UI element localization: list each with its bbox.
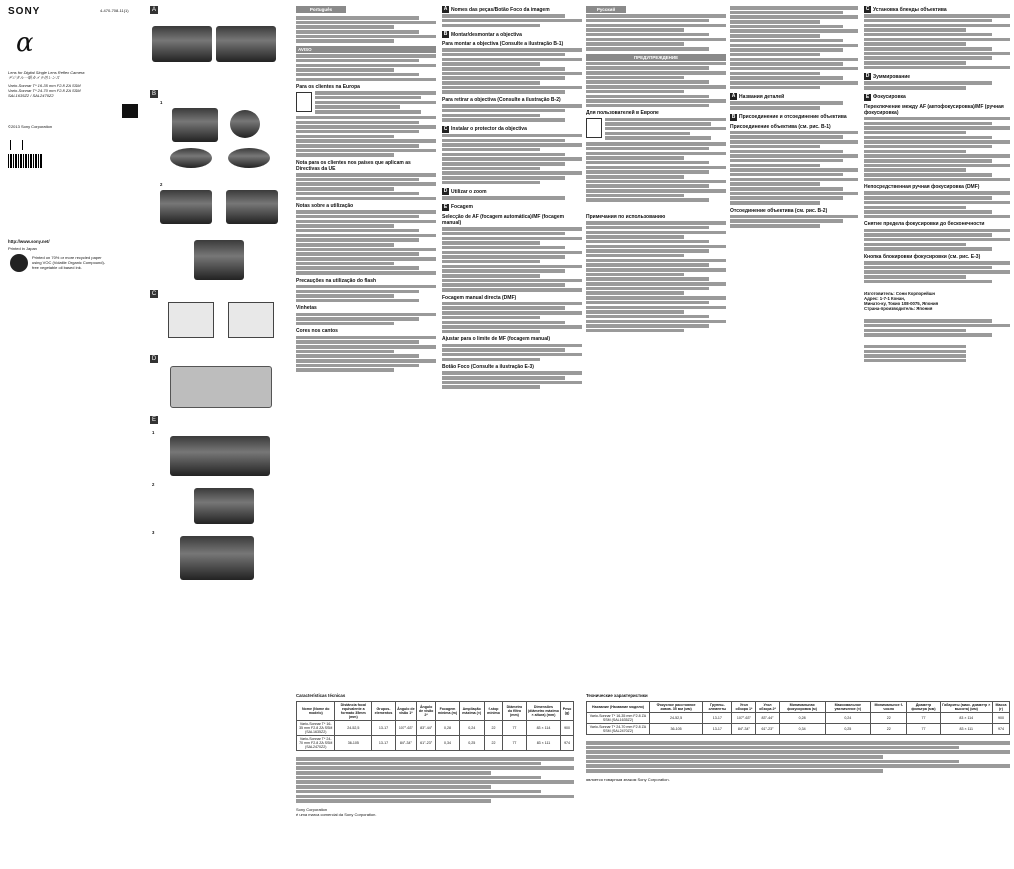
ru-section-d-icon: D bbox=[865, 73, 870, 80]
spec-ru-cell: 24-52,5 bbox=[649, 713, 702, 724]
spec-pt-cell: 83 × 111 bbox=[526, 736, 560, 751]
copyright: ©2013 Sony Corporation bbox=[8, 124, 53, 129]
spec-ru-cell: 84°-34° bbox=[732, 724, 756, 735]
spec-ru-cell: 0,25 bbox=[825, 724, 871, 735]
alpha-logo: α bbox=[16, 28, 34, 58]
spec-ru-cell: 0,28 bbox=[779, 713, 825, 724]
fig-label-b: B bbox=[151, 91, 156, 97]
spec-ru-cell: 0,34 bbox=[779, 724, 825, 735]
spec-table-pt-section bbox=[296, 693, 574, 817]
spec-pt-footer-2: é uma marca comercial da Sony Corporation. bbox=[296, 811, 377, 817]
spec-pt-cell: 0,24 bbox=[459, 721, 484, 736]
spec-pt-cell: 107°-63° bbox=[395, 721, 416, 736]
spec-ru-header: Угол обзора 1* bbox=[732, 702, 756, 713]
spec-pt-header: Ângulo de visão 1* bbox=[395, 702, 416, 721]
fig-label-c: C bbox=[151, 291, 157, 297]
ru-manufacturer-3: Минато-ку, Токио 108-0075, Япония bbox=[864, 301, 939, 307]
spec-pt-cell: 77 bbox=[503, 721, 527, 736]
lens-mount-figure bbox=[230, 110, 260, 138]
weee-bin-icon bbox=[296, 92, 312, 112]
section-protector: Instalar o protector da objectiva bbox=[451, 126, 527, 133]
spec-pt-cell: 0,25 bbox=[459, 736, 484, 751]
focus-hold-diagram bbox=[180, 536, 254, 580]
brand-logo: SONY bbox=[8, 6, 41, 17]
spec-pt-header: Grupos-elementos bbox=[372, 702, 396, 721]
fig-label-a: A bbox=[151, 7, 156, 13]
ru-section-parts: Названия деталей bbox=[739, 93, 785, 100]
spec-ru-cell: 22 bbox=[871, 724, 907, 735]
fig-label-b2: 2 bbox=[160, 182, 163, 187]
spec-pt-cell: 0,34 bbox=[436, 736, 459, 751]
sony-url: http://www.sony.net/ bbox=[8, 239, 50, 244]
eco-logo-icon bbox=[10, 254, 28, 272]
spec-pt-table bbox=[296, 701, 574, 751]
spec-ru-footer: является товарным знаком Sony Corporation. bbox=[586, 776, 670, 782]
spec-ru-cell: 61°-23° bbox=[756, 724, 779, 735]
focus-switch-diagram bbox=[170, 436, 270, 476]
made-in: Printed in Japan bbox=[8, 246, 37, 251]
heading-montar: Para montar a objectiva (Consulte a ilustração B-1) bbox=[442, 41, 564, 48]
spec-pt-footer-1: Sony Corporation bbox=[296, 806, 328, 812]
spec-ru-cell: 83°-44° bbox=[756, 713, 779, 724]
ru-section-hood: Установка бленды объектива bbox=[873, 6, 947, 13]
heading-nota-ue: Nota para os clientes nos países que aplicam as Directivas da UE bbox=[296, 159, 411, 172]
spec-ru-header: Группы-элементы bbox=[703, 702, 732, 713]
spec-ru-header: Максимальное увеличение (×) bbox=[825, 702, 871, 713]
doc-number: 4-470-708-11(1) bbox=[100, 8, 129, 13]
spec-pt-header: f-stop mínimo bbox=[484, 702, 502, 721]
heading-vinhetas: Vinhetas bbox=[296, 305, 317, 312]
lens-diagram-a-2 bbox=[216, 26, 276, 62]
spec-ru-cell: 77 bbox=[907, 724, 940, 735]
title-5: SAL1635Z2 / SAL2470Z2 bbox=[8, 93, 54, 98]
ru-weee-bin-icon bbox=[586, 118, 602, 138]
spec-ru-cell: Vario-Sonnar T* 16-35 mm F2.8 ZA SSM (SAL1635Z2) bbox=[587, 713, 650, 724]
figures-column bbox=[150, 0, 280, 590]
spec-pt-header: Focagem mínima (m) bbox=[436, 702, 459, 721]
ru-section-c-icon: C bbox=[865, 6, 870, 12]
heading-precaucoes: Precauções na utilização do flash bbox=[296, 277, 377, 284]
eco-text: Printed on 70% or more recycled paper using VOC (Volatile Organic Compound)-free vegetable oil based ink. bbox=[32, 255, 106, 270]
russian-focus-column bbox=[864, 0, 1010, 364]
section-zoom: Utilizar o zoom bbox=[451, 188, 487, 195]
spec-ru-cell: 83 × 114 bbox=[940, 713, 992, 724]
fig-label-e2: 2 bbox=[152, 482, 155, 487]
ru-section-attach: Присоединение и отсоединение объектива bbox=[739, 114, 847, 121]
table-row bbox=[297, 721, 574, 736]
spec-ru-cell: 83 × 111 bbox=[940, 724, 992, 735]
fig-label-d: D bbox=[151, 356, 157, 362]
ru-section-zoom: Зуммирование bbox=[873, 73, 911, 80]
table-row bbox=[587, 724, 1010, 735]
camera-release-figure bbox=[194, 240, 244, 280]
spec-ru-header: Название (Название модели) bbox=[587, 702, 650, 713]
lens-diagram-a-1 bbox=[152, 26, 212, 62]
spec-pt-cell: 83 × 114 bbox=[526, 721, 560, 736]
spec-pt-cell: 13-17 bbox=[372, 736, 396, 751]
table-row bbox=[297, 736, 574, 751]
portugues-tab: Português bbox=[296, 6, 346, 13]
camera-mount-figure bbox=[172, 108, 218, 142]
spec-pt-cell: 84°-34° bbox=[395, 736, 416, 751]
zeiss-logo bbox=[122, 104, 138, 118]
ru-tab: Русский bbox=[586, 6, 626, 13]
ru-heading-dmf: Непосредственная ручная фокусировка (DMF) bbox=[864, 184, 980, 191]
section-c-icon: C bbox=[443, 125, 448, 132]
ru-heading-detach: Отсоединение объектива (см. рис. B-2) bbox=[730, 207, 828, 214]
title-1: Lens for Digital Single Lens Reflex Camera bbox=[8, 70, 85, 75]
focus-range-diagram bbox=[194, 488, 254, 524]
spec-pt-cell: 36-105 bbox=[335, 736, 372, 751]
spec-pt-cell: 13-17 bbox=[372, 721, 396, 736]
spec-ru-cell: Vario-Sonnar T* 24-70 mm F2.8 ZA SSM (SAL2470Z2) bbox=[587, 724, 650, 735]
lens-attach-figure-1 bbox=[160, 190, 212, 224]
heading-botao-foco: Botão Foco (Consulte a ilustração E-3) bbox=[442, 364, 534, 371]
spec-ru-header: Минимальное f-число bbox=[871, 702, 907, 713]
spec-pt-title: Características técnicas bbox=[296, 693, 346, 698]
spec-pt-cell: 22 bbox=[484, 721, 502, 736]
spec-ru-cell: 974 bbox=[993, 724, 1010, 735]
ru-manufacturer-1: Изготовитель: Сони Корпорейшн bbox=[864, 291, 936, 297]
spec-pt-header: Ampliação máxima (×) bbox=[459, 702, 484, 721]
section-focagem: Focagem bbox=[451, 204, 473, 211]
ru-manufacturer-2: Адрес: 1-7-1 Конан, bbox=[864, 296, 906, 302]
ru-manufacturer-4: Страна-производитель: Япония bbox=[864, 306, 933, 312]
spec-pt-cell: 24-52,5 bbox=[335, 721, 372, 736]
portuguese-usage-column bbox=[442, 0, 582, 390]
spec-ru-table bbox=[586, 701, 1010, 735]
title-2: デジタル一眼カメラ用レンズ bbox=[8, 75, 60, 80]
ru-heading-attach: Присоединение объектива (см. рис. B-1) bbox=[730, 123, 831, 130]
spec-ru-header: Габариты (макс. диаметр × высота) (мм) bbox=[940, 702, 992, 713]
section-b-icon: B bbox=[443, 31, 448, 38]
ru-heading-af-mf: Переключение между AF (автофокусировка)/MF (ручная фокусировка) bbox=[864, 103, 1004, 116]
heading-cor: Cores nos cantos bbox=[296, 328, 338, 335]
spec-ru-cell: 900 bbox=[993, 713, 1010, 724]
section-e-icon: E bbox=[443, 203, 448, 210]
russian-parts-column bbox=[730, 0, 858, 229]
spec-pt-header: Peso (g) bbox=[561, 702, 574, 721]
title-4: Vario-Sonnar T* 24-70 mm F2.8 ZA SSM bbox=[8, 88, 81, 93]
spec-pt-cell: 61°-23° bbox=[416, 736, 436, 751]
spec-pt-cell: Vario-Sonnar T* 24-70 mm F2.8 ZA SSM (SAL2470Z2) bbox=[297, 736, 335, 751]
spec-ru-header: Угол обзора 2* bbox=[756, 702, 779, 713]
ru-section-e-icon: E bbox=[865, 93, 870, 100]
spec-pt-header: Dimensões (diâmetro máximo × altura) (mm) bbox=[526, 702, 560, 721]
spec-ru-header: Масса (г) bbox=[993, 702, 1010, 713]
spec-ru-cell: 13-17 bbox=[703, 713, 732, 724]
section-nomes: Nomes das peças/Botão Foco da imagem bbox=[451, 6, 550, 13]
section-d-icon: D bbox=[443, 188, 448, 195]
mount-index-figure-2 bbox=[228, 148, 270, 168]
ru-heading-infinity: Снятие предела фокусировки до бесконечности bbox=[864, 221, 985, 228]
spec-ru-cell: 36-105 bbox=[649, 724, 702, 735]
zoom-diagram bbox=[170, 366, 272, 408]
spec-ru-cell: 13-17 bbox=[703, 724, 732, 735]
spec-pt-cell: 83°-44° bbox=[416, 721, 436, 736]
spec-table-ru-section bbox=[586, 693, 1010, 782]
ru-heading-notes: Примечания по использованию bbox=[586, 213, 666, 220]
lens-attach-figure-2 bbox=[226, 190, 278, 224]
checkbox-1 bbox=[10, 140, 11, 150]
table-row bbox=[587, 713, 1010, 724]
spec-ru-header: Диаметр фильтра (мм) bbox=[907, 702, 940, 713]
spec-pt-cell: 900 bbox=[561, 721, 574, 736]
russian-column bbox=[586, 0, 726, 334]
spec-ru-cell: 22 bbox=[871, 713, 907, 724]
ru-section-focus: Фокусировка bbox=[873, 94, 906, 101]
barcode bbox=[8, 154, 42, 168]
spec-ru-title: Технические характеристики bbox=[586, 693, 648, 698]
aviso-tab: AVISO bbox=[296, 46, 436, 53]
heading-af-mf: Selecção de AF (focagem automática)/MF (focagem manual) bbox=[442, 213, 565, 226]
fig-label-e3: 3 bbox=[152, 530, 155, 535]
heading-notas: Notas sobre a utilização bbox=[296, 203, 354, 209]
checkbox-2 bbox=[22, 140, 23, 150]
spec-pt-cell: 77 bbox=[503, 736, 527, 751]
spec-ru-header: Минимальная фокусировка (м) bbox=[779, 702, 825, 713]
heading-retirar: Para retirar a objectiva (Consulte a ilustração B-2) bbox=[442, 96, 561, 103]
spec-pt-header: Distância focal equivalente a formato 35mm (mm) bbox=[335, 702, 372, 721]
portuguese-column bbox=[296, 0, 436, 373]
spec-ru-header: Фокусное расстояние эквив. 35 мм (мм) bbox=[649, 702, 702, 713]
spec-pt-cell: 0,28 bbox=[436, 721, 459, 736]
spec-pt-header: Ângulo de visão 2* bbox=[416, 702, 436, 721]
spec-pt-cell: 22 bbox=[484, 736, 502, 751]
heading-dmf: Focagem manual directa (DMF) bbox=[442, 294, 517, 301]
heading-mf-limit: Ajustar para o limite de MF (focagem manual) bbox=[442, 336, 551, 343]
spec-ru-cell: 0,24 bbox=[825, 713, 871, 724]
ru-warning-tab: ПРЕДУПРЕЖДЕНИЕ bbox=[586, 54, 726, 61]
fig-label-e1: 1 bbox=[152, 430, 155, 435]
hood-diagram-1 bbox=[168, 302, 214, 338]
spec-pt-header: Diâmetro do filtro (mm) bbox=[503, 702, 527, 721]
fig-label-e: E bbox=[151, 417, 156, 423]
ru-section-a-icon: A bbox=[731, 93, 736, 100]
title-3: Vario-Sonnar T* 16-35 mm F2.8 ZA SSM bbox=[8, 83, 81, 88]
spec-pt-header: Nome (Nome do modelo) bbox=[297, 702, 335, 721]
mount-index-figure-1 bbox=[170, 148, 212, 168]
fig-label-b1: 1 bbox=[160, 100, 163, 105]
spec-pt-cell: Vario-Sonnar T* 16-35 mm F2.8 ZA SSM (SAL1635Z2) bbox=[297, 721, 335, 736]
ru-section-b-icon: B bbox=[731, 113, 736, 120]
spec-ru-cell: 107°-63° bbox=[732, 713, 756, 724]
spec-pt-cell: 974 bbox=[561, 736, 574, 751]
ru-heading-focus-hold: Кнопка блокировки фокусировки (см. рис. E-3) bbox=[864, 253, 981, 260]
section-montar: Montar/desmontar a objectiva bbox=[451, 31, 522, 38]
section-a-icon: A bbox=[443, 6, 448, 12]
spec-ru-cell: 77 bbox=[907, 713, 940, 724]
hood-diagram-2 bbox=[228, 302, 274, 338]
ru-heading-europe: Для пользователей в Европе bbox=[586, 110, 659, 117]
heading-europa: Para os clientes na Europa bbox=[296, 84, 360, 91]
